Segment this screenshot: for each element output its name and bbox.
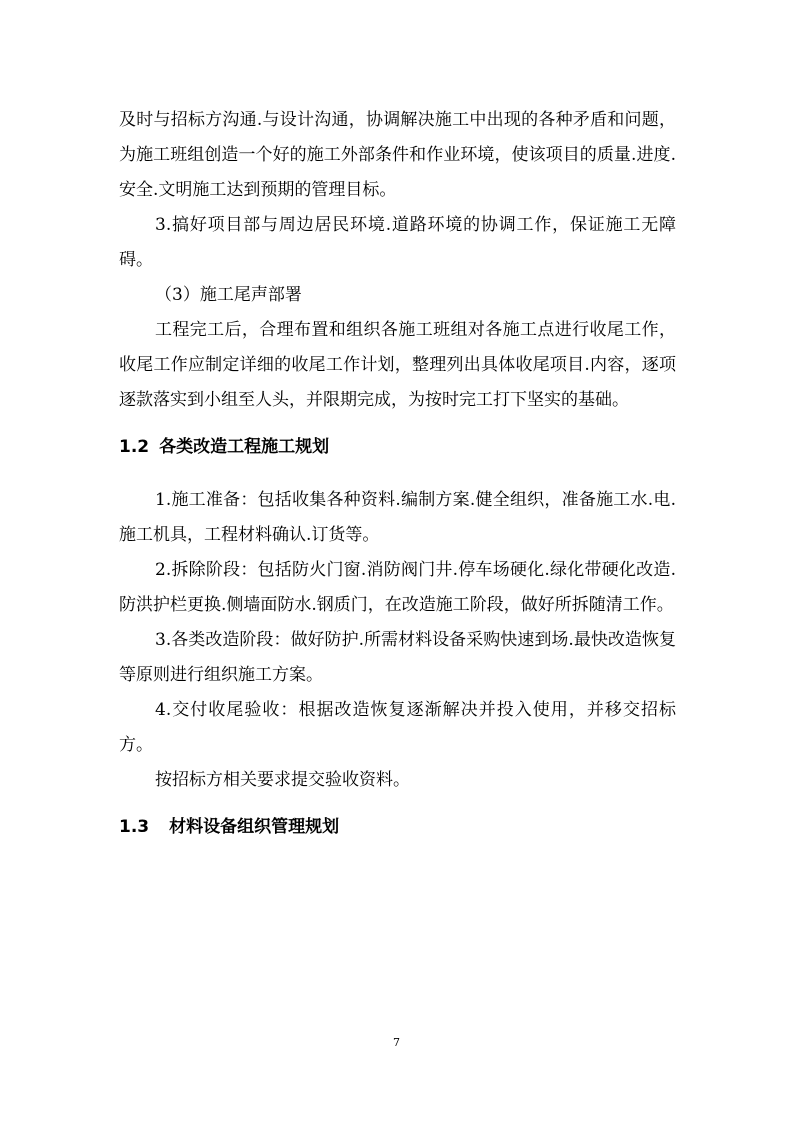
paragraph-coordination: 及时与招标方沟通.与设计沟通，协调解决施工中出现的各种矛盾和问题，为施工班组创造一个好的施工外部条件和作业环境，使该项目的质量.进度.安全.文明施工达到预期的管理目标。 bbox=[119, 110, 676, 200]
section-title: 材料设备组织管理规划 bbox=[169, 817, 340, 837]
section-heading-1-2 bbox=[119, 418, 676, 477]
paragraph-step-1-preparation: 1.施工准备：包括收集各种资料.编制方案.健全组织，准备施工水.电.施工机具，工程材料确认.订货等。 bbox=[119, 490, 676, 545]
paragraph-item-3-environment: 3.搞好项目部与周边居民环境.道路环境的协调工作，保证施工无障碍。 bbox=[119, 215, 676, 270]
section-heading-1-3 bbox=[119, 798, 676, 857]
subheading-closing-deployment: （3）施工尾声部署 bbox=[155, 285, 302, 305]
paragraph-step-2-demolition: 2.拆除阶段：包括防火门窗.消防阀门井.停车场硬化.绿化带硬化改造.防洪护栏更换.侧墙面防水.钢质门，在改造施工阶段，做好所拆随清工作。 bbox=[119, 560, 676, 615]
paragraph-completion-work: 工程完工后，合理布置和组织各施工班组对各施工点进行收尾工作，收尾工作应制定详细的收尾工作计划，整理列出具体收尾项目.内容，逐项逐款落实到小组至人头，并限期完成，为按时完工打下坚实的基础。 bbox=[119, 320, 676, 410]
page-content bbox=[119, 103, 676, 857]
paragraph-submit-documents: 按招标方相关要求提交验收资料。 bbox=[155, 770, 410, 790]
page-number: 7 bbox=[393, 1036, 400, 1049]
section-number: 1.2 bbox=[119, 437, 150, 457]
section-title: 各类改造工程施工规划 bbox=[159, 437, 330, 457]
paragraph-step-3-renovation: 3.各类改造阶段：做好防护.所需材料设备采购快速到场.最快改造恢复等原则进行组织施工方案。 bbox=[119, 630, 676, 685]
section-number: 1.3 bbox=[119, 817, 150, 837]
paragraph-step-4-acceptance: 4.交付收尾验收：根据改造恢复逐渐解决并投入使用，并移交招标方。 bbox=[119, 700, 676, 755]
